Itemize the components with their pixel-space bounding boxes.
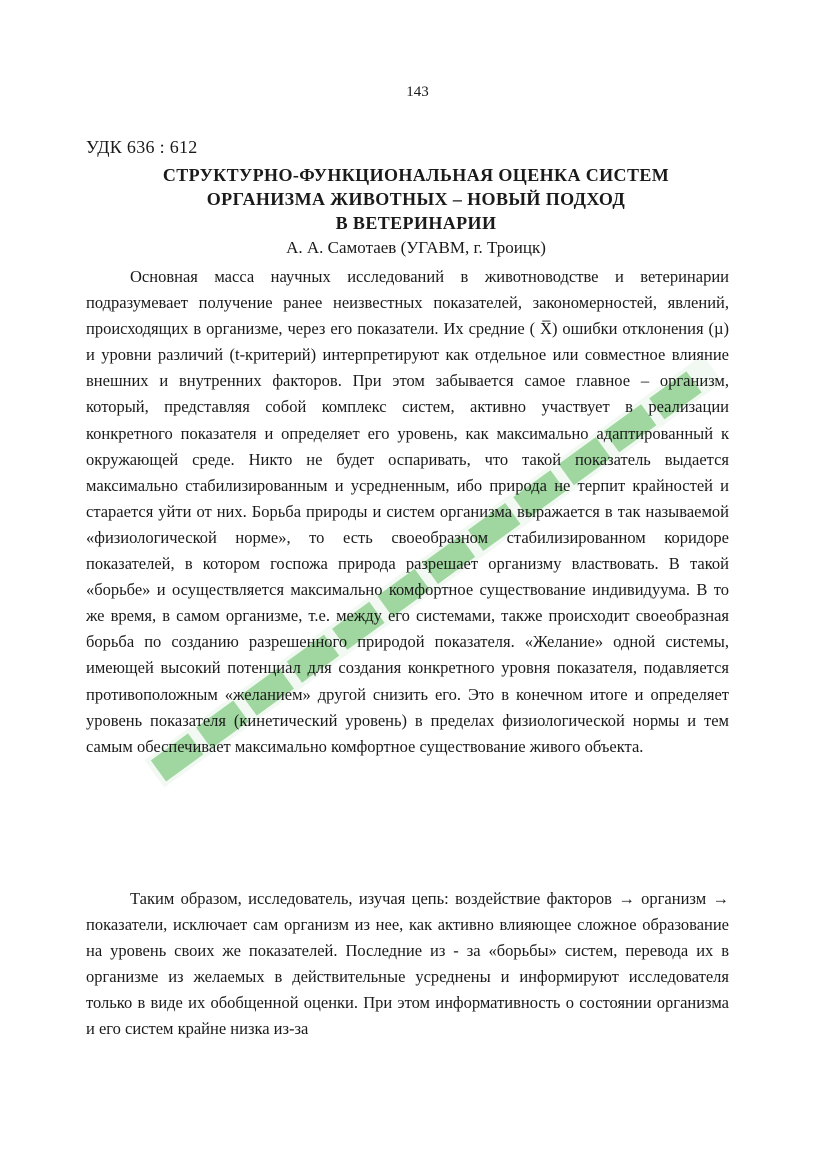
body-text [86, 264, 729, 760]
title-line: ОРГАНИЗМА ЖИВОТНЫХ – НОВЫЙ ПОДХОД [206, 189, 626, 209]
title-line: В ВЕТЕРИНАРИИ [335, 213, 497, 233]
author-affiliation: А. А. Самотаев (УГАВМ, г. Троицк) [286, 238, 546, 257]
article-title [86, 163, 746, 235]
title-line: СТРУКТУРНО-ФУНКЦИОНАЛЬНАЯ ОЦЕНКА СИСТЕМ [162, 165, 670, 185]
page-number: 143 [406, 84, 429, 100]
udk-code: УДК 636 : 612 [86, 137, 198, 157]
paragraph: Таким образом, исследователь, изучая цепь: воздействие факторов → организм → показатели, исключает сам организм из нее, как активно влияющее сложное образование на уровень своих же показателей. Последние из - за «борьбы» систем, перевода их в организме из желаемых в действительные усреднены и информируют исследователя только в виде их обобщенной оценки. При этом информативность о состоянии организма и его систем крайне низка из-за [86, 889, 729, 1039]
paragraph: Основная масса научных исследований в животноводстве и ветеринарии подразумевает получение ранее неизвестных показателей, закономерностей, явлений, происходящих в организме, через его показатели. Их средние ( X̅) ошибки отклонения (µ) и уровни различий (t-критерий) интерпретируют как отдельное или совместное влияние внешних и внутренних факторов. При этом забывается самое главное – организм, который, представляя собой комплекс систем, активно участвует в реализации конкретного показателя и определяет его уровень, как максимально адаптированный к окружающей среде. Никто не будет оспаривать, что такой показатель выдается максимально стабилизированным и усредненным, ибо природа не терпит крайностей и старается уйти от них. Борьба природы и систем организма выражается в так называемой «физиологической норме», то есть своеобразном стабилизированном коридоре показателей, в котором госпожа природа разрешает организму властвовать. В такой «борьбе» и осуществляется максимально комфортное существование индивидуума. В то же время, в самом организме, т.е. между его системами, также происходит своеобразная борьба по созданию разрешенного природой показателя. «Желание» одной системы, имеющей высокий потенциал для создания конкретного уровня показателя, подавляется противоположным «желанием» другой снизить его. Это в конечном итоге и определяет уровень показателя (кинетический уровень) в пределах физиологической нормы и тем самым обеспечивает максимально комфортное существование живого объекта. [86, 267, 729, 756]
body-text [86, 886, 729, 1043]
